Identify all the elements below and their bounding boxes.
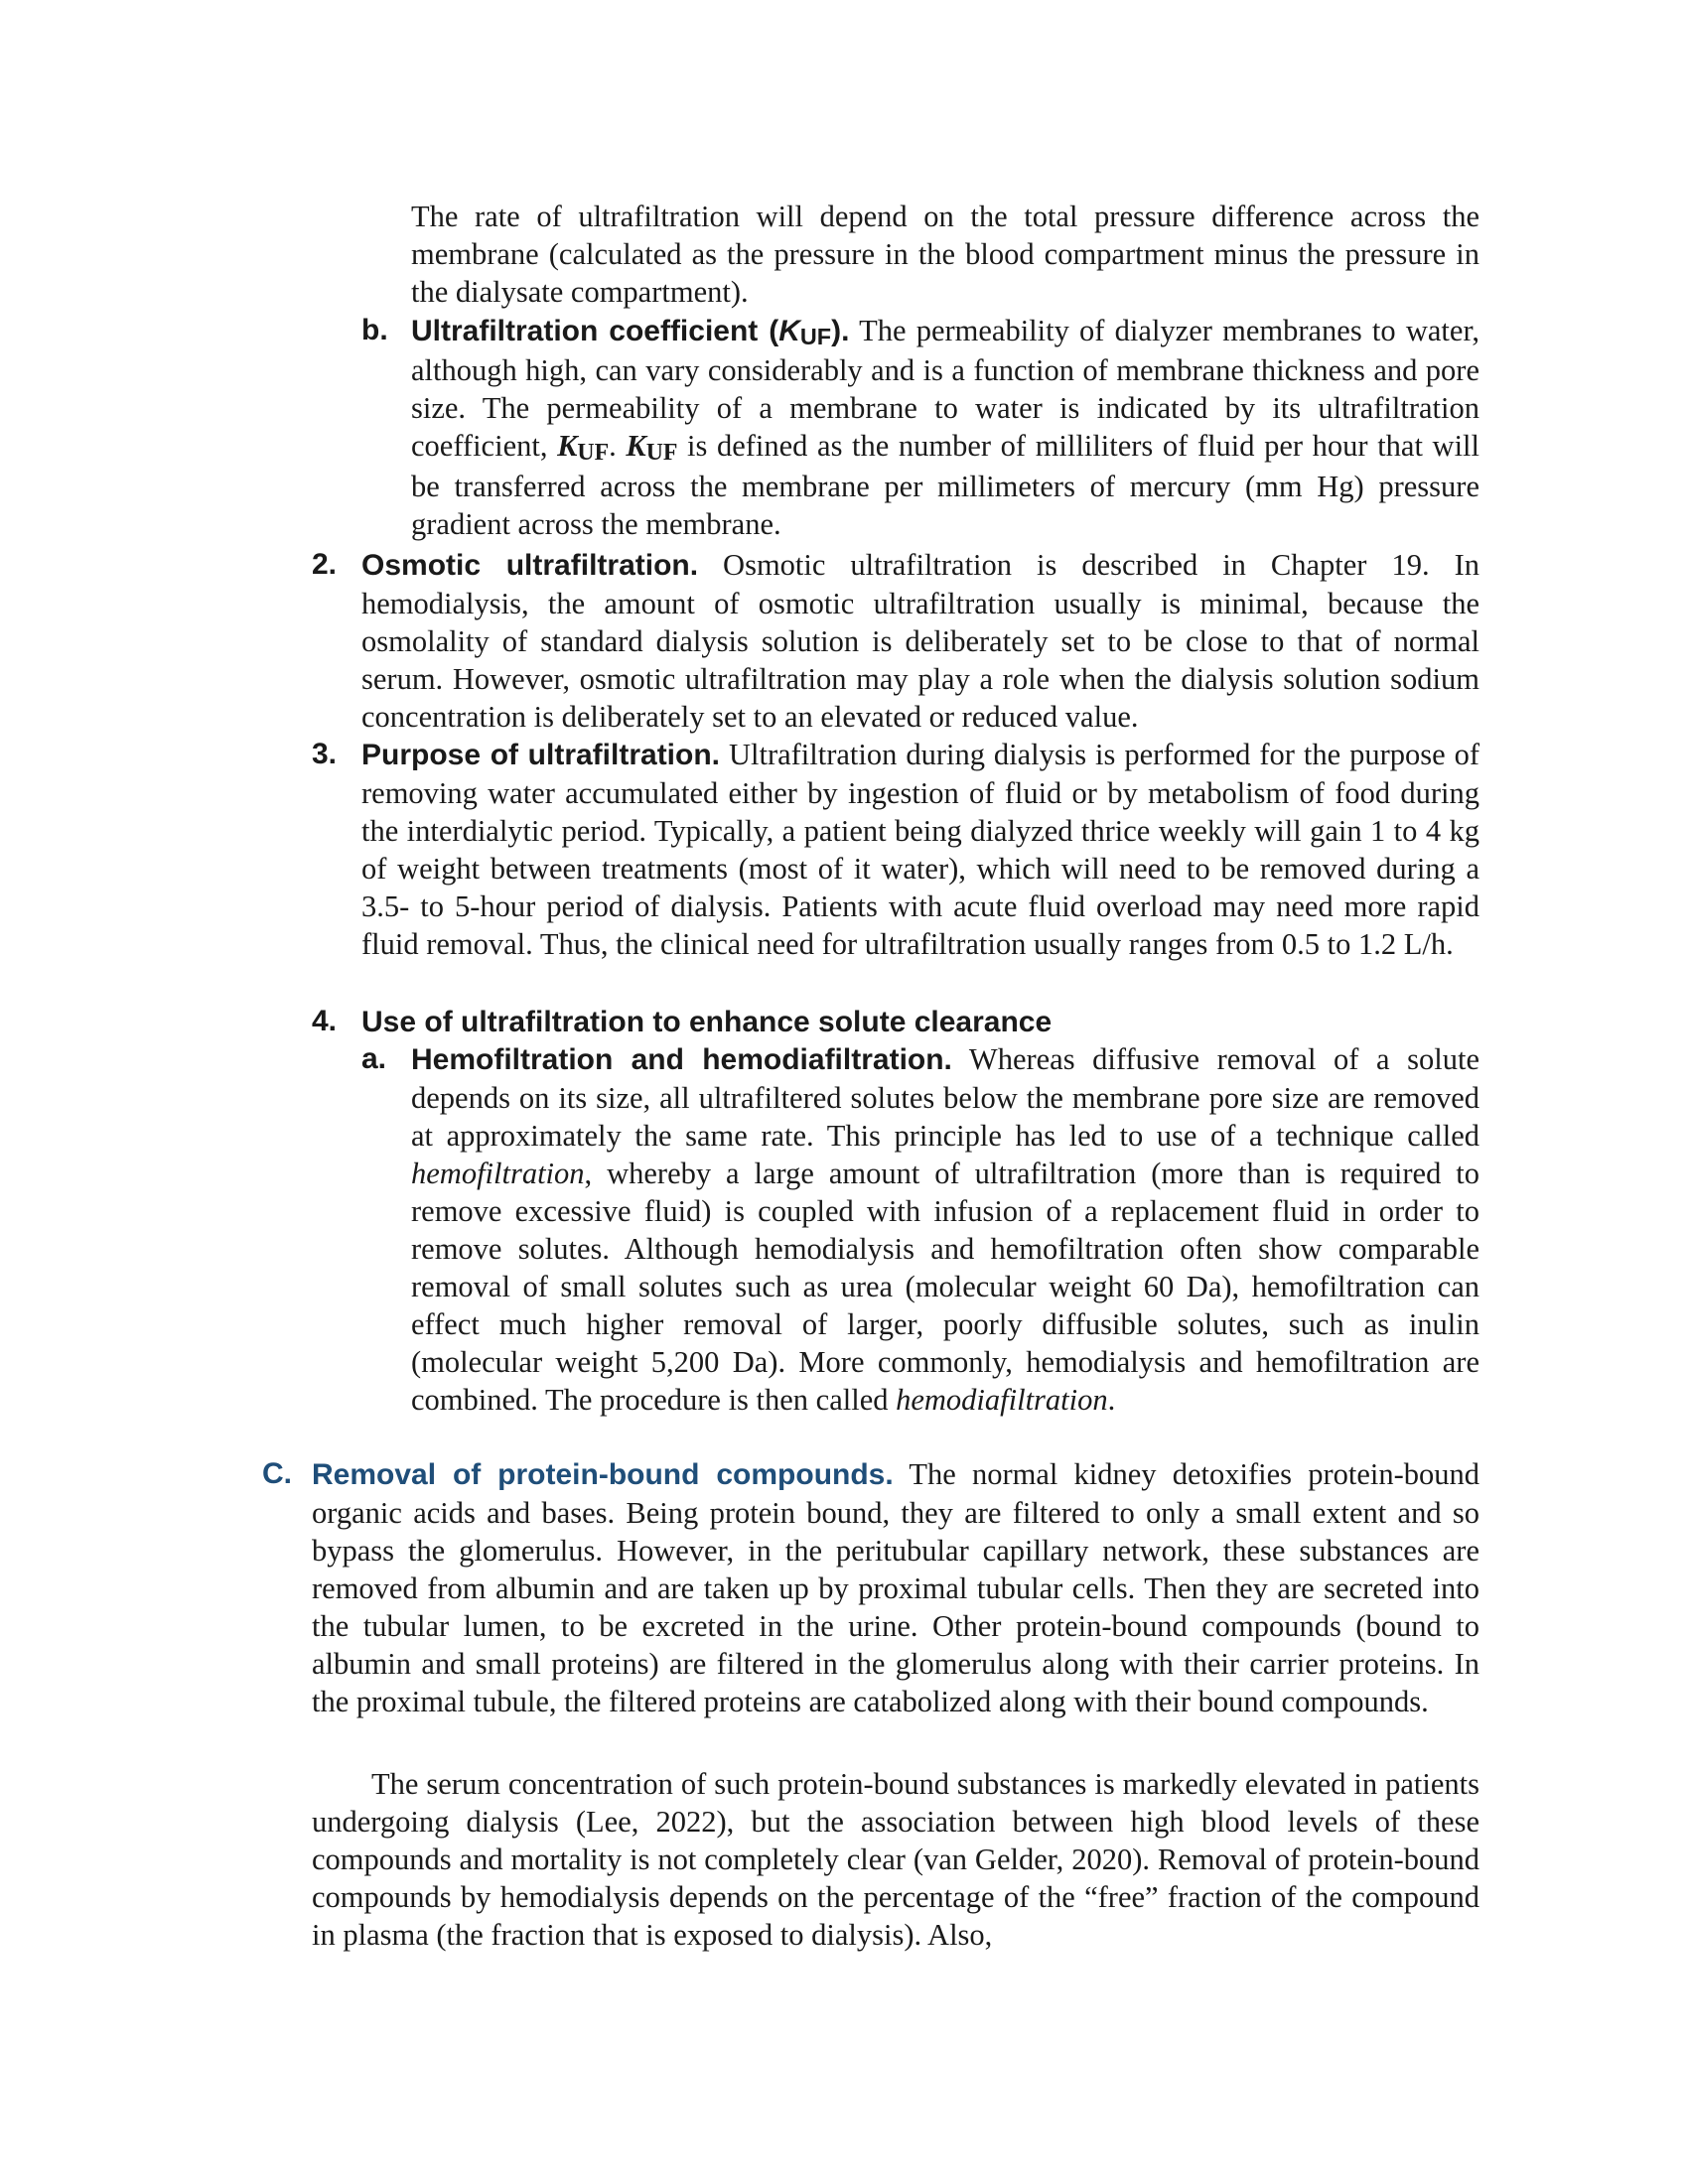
- body-text: Ultrafiltration during dialysis is performed for the purpose of removing water accumulated either by ingestion of fluid or by metabolism of food during the interdialytic period. Typically, a patient being dialyzed thrice weekly will gain 1 to 4 kg of weight between treatments (most of it water), which will need to be removed during a 3.5- to 5-hour period of dialysis. Patients with acute fluid overload may need more rapid fluid removal. Thus, the clinical need for ultrafiltration usually ranges from 0.5 to 1.2 L/h.: [361, 738, 1479, 961]
- paragraph-serum-concentration: [312, 1765, 1479, 1954]
- body-text: is defined as the number of milliliters of fluid per hour that will be transferred across the membrane per millimeters of mercury (mm Hg) pressure gradient across the membrane.: [411, 429, 1479, 541]
- body-text: , whereby a large amount of ultrafiltration (more than is required to remove excessive fluid) is coupled with infusion of a replacement fluid in order to remove solutes. Although hemodialysis and hemofiltration often show comparable removal of small solutes such as urea (molecular weight 60 Da), hemofiltration can effect much higher removal of larger, poorly diffusible solutes, such as inulin (molecular weight 5,200 Da). More commonly, hemodialysis and hemofiltration are combined. The procedure is then called: [411, 1157, 1479, 1417]
- paragraph-text: The serum concentration of such protein-bound substances is markedly elevated in patients undergoing dialysis (Lee, 2022), but the association between high blood levels of these compounds and mortality is not completely clear (van Gelder, 2020). Removal of protein-bound compounds by hemodialysis depends on the percentage of the “free” fraction of the compound in plasma (the fraction that is exposed to dialysis). Also,: [312, 1767, 1479, 1952]
- section-heading: Use of ultrafiltration to enhance solute clearance: [361, 1006, 1053, 1038]
- body-text: Whereas diffusive removal of a solute depends on its size, all ultrafiltered solutes below the membrane pore size are removed at approximately the same rate. This principle has led to use of a technique called: [411, 1042, 1479, 1153]
- italic-term: hemodiafiltration: [896, 1383, 1108, 1417]
- kuf-subscript: UF: [645, 439, 678, 466]
- body-text: .: [1107, 1383, 1116, 1417]
- paragraph-text: The rate of ultrafiltration will depend on the total pressure difference across the membrane (calculated as the pressure in the blood compartment minus the pressure in the dialysate compartment).: [411, 200, 1479, 309]
- section-heading: Hemofiltration and hemodiafiltration.: [411, 1043, 952, 1076]
- kuf-symbol: K: [557, 429, 578, 463]
- body-text: The normal kidney detoxifies protein-bound organic acids and bases. Being protein bound, they are filtered to only a small extent and so bypass the glomerulus. However, in the peritubular capillary network, these substances are removed from albumin and are taken up by proximal tubular cells. Then they are secreted into the tubular lumen, to be excreted in the urine. Other protein-bound compounds (bound to albumin and small proteins) are filtered in the glomerulus along with their carrier proteins. In the proximal tubule, the filtered proteins are catabolized along with their bound compounds.: [312, 1457, 1479, 1718]
- list-marker: C.: [262, 1457, 292, 1490]
- list-marker: 2.: [312, 548, 338, 581]
- section-heading: Purpose of ultrafiltration.: [361, 739, 721, 771]
- section-ultrafiltration-coefficient: [361, 312, 1479, 543]
- body-text: .: [609, 429, 627, 463]
- section-purpose-of-ultrafiltration: [312, 736, 1479, 963]
- body-text: The permeability of dialyzer membranes to water, although high, can vary considerably and is a function of membrane thickness and pore size. The permeability of a membrane to water is indicated by its ultrafiltration coefficient,: [411, 314, 1479, 463]
- kuf-symbol: K: [778, 315, 800, 347]
- body-text: Osmotic ultrafiltration is described in Chapter 19. In hemodialysis, the amount of osmotic ultrafiltration usually is minimal, because the osmolality of standard dialysis solution is deliberately set to be close to that of normal serum. However, osmotic ultrafiltration may play a role when the dialysis solution sodium concentration is deliberately set to an elevated or reduced value.: [361, 548, 1479, 734]
- section-hemofiltration: [361, 1040, 1479, 1419]
- paragraph-ultrafiltration-rate: [411, 198, 1479, 311]
- section-osmotic-ultrafiltration: [312, 546, 1479, 736]
- list-marker: 3.: [312, 738, 338, 770]
- kuf-subscript: UF: [577, 439, 610, 466]
- section-use-of-ultrafiltration: [312, 1003, 1479, 1041]
- section-heading: Removal of protein-bound compounds.: [312, 1458, 894, 1491]
- kuf-subscript: UF: [799, 323, 832, 349]
- list-marker: 4.: [312, 1005, 338, 1037]
- section-removal-protein-bound: [262, 1455, 1479, 1720]
- heading-text: ).: [831, 315, 850, 347]
- kuf-symbol: K: [626, 429, 646, 463]
- list-marker: b.: [361, 314, 388, 346]
- heading-text: Ultrafiltration coefficient (: [411, 315, 779, 347]
- section-heading: Osmotic ultrafiltration.: [361, 549, 699, 582]
- section-heading: [411, 315, 849, 347]
- list-marker: a.: [361, 1042, 387, 1075]
- italic-term: hemofiltration: [411, 1157, 585, 1190]
